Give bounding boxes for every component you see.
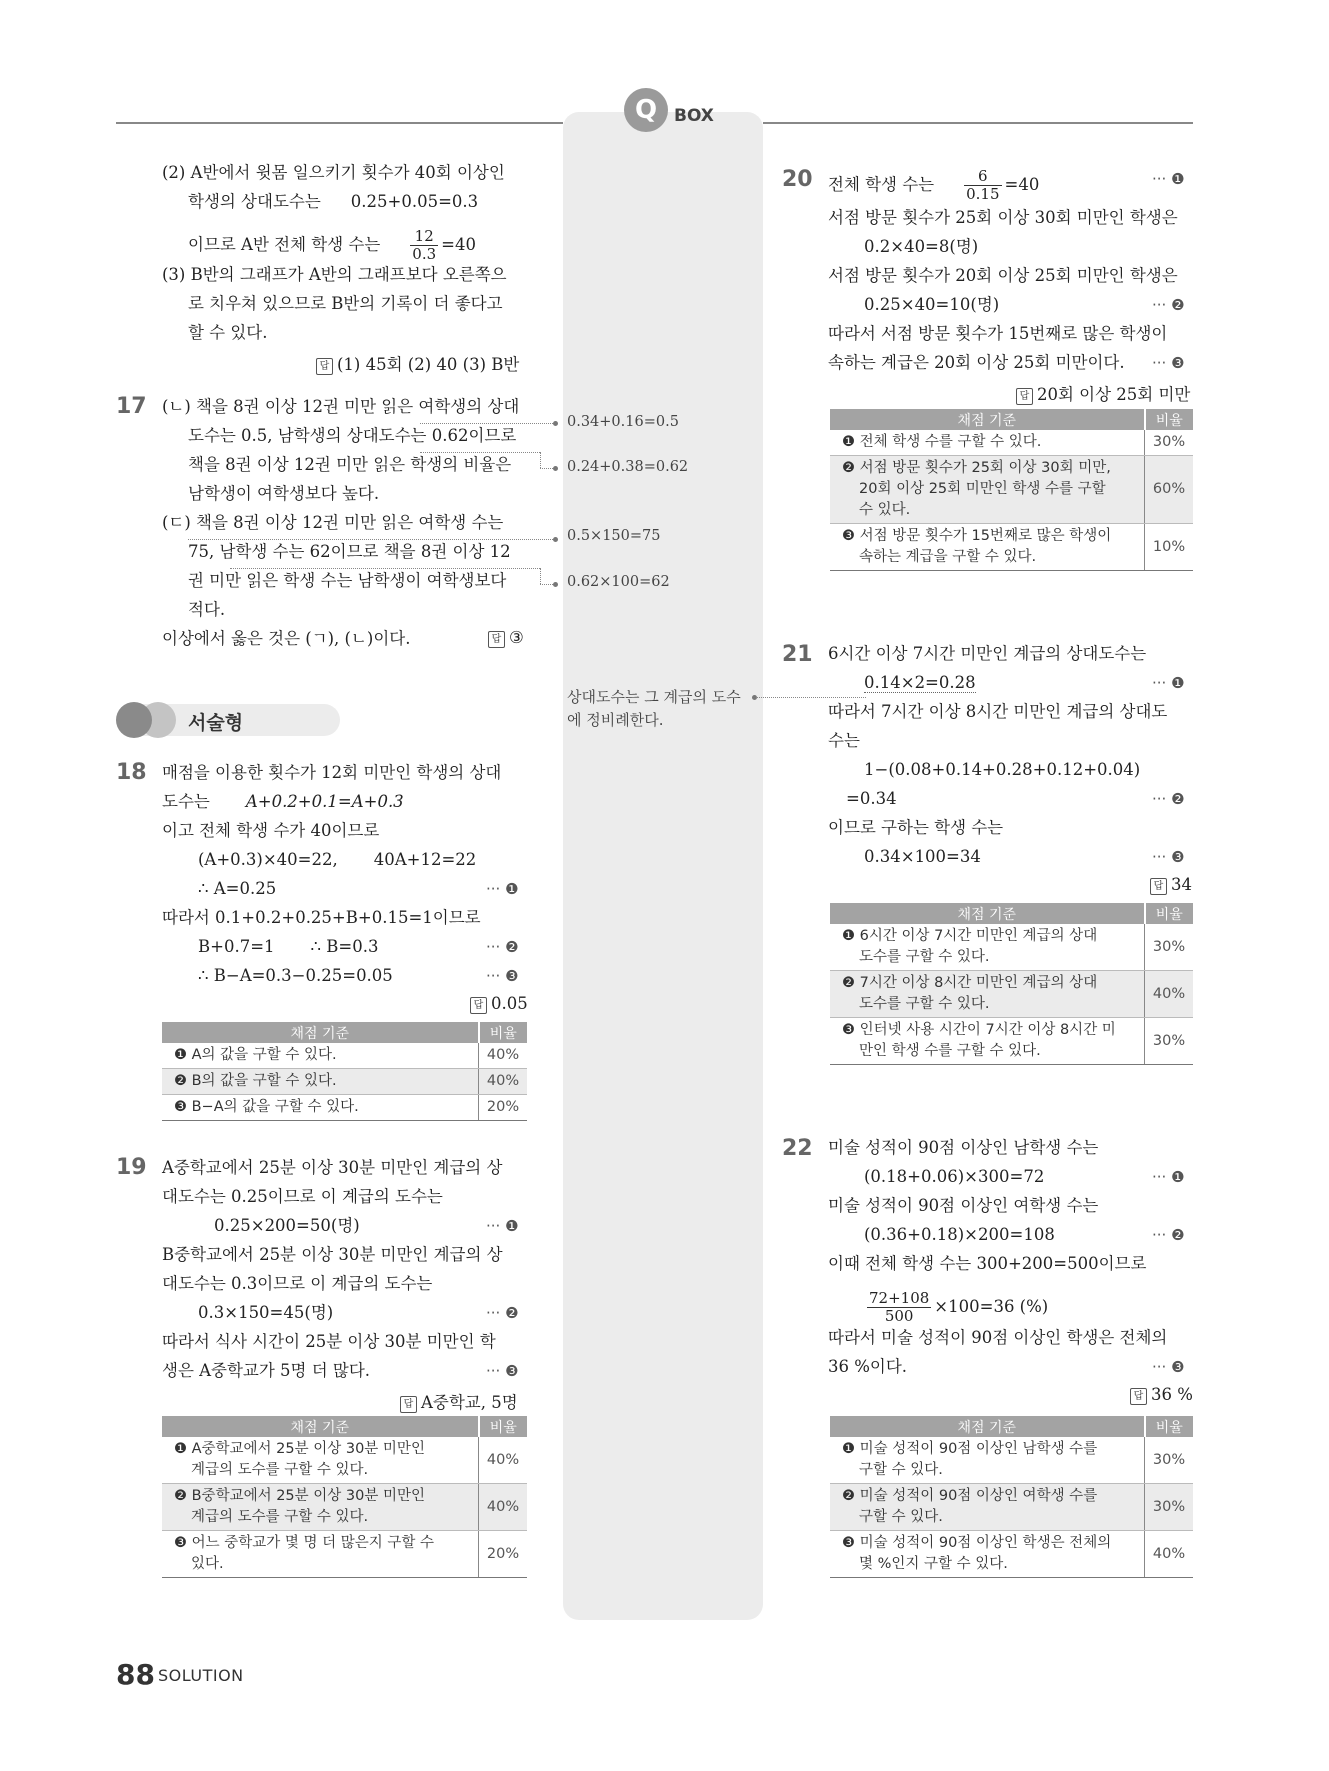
table-header: 채점 기준 xyxy=(162,1416,479,1437)
qbox-note: 상대도수는 그 계급의 도수 에 정비례한다. xyxy=(567,688,741,729)
answer-line: 답 36 % xyxy=(1130,1385,1193,1405)
p17-line: 도수는 0.5, 남학생의 상대도수는 0.62이므로 xyxy=(188,426,517,445)
step-marker: ··· ❷ xyxy=(1152,296,1185,314)
answer-icon: 답 xyxy=(1130,1388,1147,1405)
p22-line: 따라서 미술 성적이 90점 이상인 학생은 전체의 xyxy=(828,1328,1168,1347)
step-marker: ··· ❶ xyxy=(486,1217,519,1235)
p16-line: 학생의 상대도수는 0.25+0.05=0.3 xyxy=(188,192,479,211)
p19-line: B중학교에서 25분 이상 30분 미만인 계급의 상 xyxy=(162,1245,503,1264)
table-row: ❷ 서점 방문 횟수가 25회 이상 30회 미만, 20회 이상 25회 미만인 학생 수를 구할 수 있다. 60% xyxy=(830,456,1193,524)
p22-line: 이때 전체 학생 수는 300+200=500이므로 xyxy=(828,1254,1147,1273)
step-marker: ··· ❸ xyxy=(1152,354,1185,372)
connector-line xyxy=(756,697,866,698)
p20-line: 0.2×40=8(명) xyxy=(864,237,979,256)
answer-line: 답 ③ xyxy=(488,628,524,648)
p21-line: =0.34 xyxy=(846,789,897,808)
connector-dot xyxy=(553,582,558,587)
answer-icon: 답 xyxy=(400,1396,417,1413)
p16-line: (2) A반에서 윗몸 일으키기 횟수가 40회 이상인 xyxy=(162,163,505,182)
p18-line: (A+0.3)×40=22, 40A+12=22 xyxy=(198,850,477,869)
p17-line: 이상에서 옳은 것은 (ㄱ), (ㄴ)이다. xyxy=(162,629,411,648)
table-header: 비율 xyxy=(1145,903,1194,924)
p16-line: (3) B반의 그래프가 A반의 그래프보다 오른쪽으 xyxy=(162,265,507,284)
p21-line: 0.14×2=0.28 xyxy=(864,673,976,692)
p19-line: 0.3×150=45(명) xyxy=(198,1303,334,1322)
answer-line: 답 (1) 45회 (2) 40 (3) B반 xyxy=(316,351,519,375)
p19-line: 대도수는 0.25이므로 이 계급의 도수는 xyxy=(162,1187,443,1206)
qbox-note: 0.62×100=62 xyxy=(567,574,670,590)
p18-line: B+0.7=1 ∴ B=0.3 xyxy=(198,937,379,956)
p16-line: 할 수 있다. xyxy=(188,323,268,342)
step-marker: ··· ❷ xyxy=(486,1304,519,1322)
table-row: ❷ B의 값을 구할 수 있다. 40% xyxy=(162,1069,527,1095)
p19-line: A중학교에서 25분 이상 30분 미만인 계급의 상 xyxy=(162,1158,503,1177)
p20-line: 따라서 서점 방문 횟수가 15번째로 많은 학생이 xyxy=(828,324,1168,343)
grading-table xyxy=(830,903,1193,1065)
p18-line: ∴ B−A=0.3−0.25=0.05 xyxy=(198,966,393,985)
p19-line: 생은 A중학교가 5명 더 많다. xyxy=(162,1361,371,1380)
step-marker: ··· ❶ xyxy=(1152,170,1185,188)
problem-number: 21 xyxy=(782,642,813,667)
p18-line: 도수는 A+0.2+0.1=A+0.3 xyxy=(162,792,404,811)
p22-line: $\frac{72+108}{500}$ ×100=36 (%) xyxy=(869,1289,1049,1325)
table-row: ❸ 서점 방문 횟수가 15번째로 많은 학생이 속하는 계급을 구할 수 있다. 10% xyxy=(830,524,1193,571)
table-row: ❶ 미술 성적이 90점 이상인 남학생 수를 구할 수 있다. 30% xyxy=(830,1437,1193,1484)
p18-line: 따라서 0.1+0.2+0.25+B+0.15=1이므로 xyxy=(162,908,481,927)
p21-line: 6시간 이상 7시간 미만인 계급의 상대도수는 xyxy=(828,644,1147,663)
table-row: ❷ 미술 성적이 90점 이상인 여학생 수를 구할 수 있다. 30% xyxy=(830,1484,1193,1531)
table-row: ❷ B중학교에서 25분 이상 30분 미만인 계급의 도수를 구할 수 있다. 40% xyxy=(162,1484,527,1531)
table-header: 비율 xyxy=(1145,409,1194,430)
table-header: 채점 기준 xyxy=(830,903,1145,924)
p21-line: 이므로 구하는 학생 수는 xyxy=(828,818,1004,837)
answer-icon: 답 xyxy=(316,358,333,375)
problem-number: 17 xyxy=(116,394,147,419)
p21-line: 수는 xyxy=(828,731,860,750)
connector-line xyxy=(540,568,541,584)
table-header: 채점 기준 xyxy=(830,409,1145,430)
section-icon xyxy=(116,702,152,738)
fraction: $\frac{6}{0.15}$ xyxy=(966,167,1000,203)
p16-line: 로 치우쳐 있으므로 B반의 기록이 더 좋다고 xyxy=(188,294,503,313)
section-title: 서술형 xyxy=(188,712,244,734)
step-marker: ··· ❸ xyxy=(486,967,519,985)
step-marker: ··· ❸ xyxy=(1152,1358,1185,1376)
qbox-column xyxy=(563,112,763,1620)
p19-line: 0.25×200=50(명) xyxy=(214,1216,360,1235)
connector-line xyxy=(420,423,555,424)
fraction: $\frac{12}{0.3}$ xyxy=(412,227,437,263)
p20-line: 서점 방문 횟수가 25회 이상 30회 미만인 학생은 xyxy=(828,208,1178,227)
connector-line xyxy=(230,568,540,569)
p18-line: 이고 전체 학생 수가 40이므로 xyxy=(162,821,380,840)
p16-line: 이므로 A반 전체 학생 수는 $\frac{12}{0.3}$ =40 xyxy=(188,227,476,263)
problem-number: 19 xyxy=(116,1155,147,1180)
p22-line: 미술 성적이 90점 이상인 남학생 수는 xyxy=(828,1138,1099,1157)
step-marker: ··· ❷ xyxy=(486,938,519,956)
connector-line xyxy=(420,452,540,453)
qbox-note: 0.34+0.16=0.5 xyxy=(567,414,679,430)
p17-line: 75, 남학생 수는 62이므로 책을 8권 이상 12 xyxy=(188,542,511,561)
table-header: 채점 기준 xyxy=(830,1416,1145,1437)
p17-line: 적다. xyxy=(188,600,226,619)
table-row: ❶ 6시간 이상 7시간 미만인 계급의 상대 도수를 구할 수 있다. 30% xyxy=(830,924,1193,971)
problem-number: 18 xyxy=(116,760,147,785)
table-header: 비율 xyxy=(479,1416,528,1437)
answer-line: 답 A중학교, 5명 xyxy=(400,1389,518,1413)
answer-icon: 답 xyxy=(1150,878,1167,895)
table-row: ❶ A중학교에서 25분 이상 30분 미만인 계급의 도수를 구할 수 있다. 40% xyxy=(162,1437,527,1484)
grading-table xyxy=(162,1022,527,1121)
step-marker: ··· ❶ xyxy=(1152,1168,1185,1186)
table-row: ❷ 7시간 이상 8시간 미만인 계급의 상대 도수를 구할 수 있다. 40% xyxy=(830,971,1193,1018)
p22-line: 미술 성적이 90점 이상인 여학생 수는 xyxy=(828,1196,1099,1215)
p19-line: 따라서 식사 시간이 25분 이상 30분 미만인 학 xyxy=(162,1332,496,1351)
problem-number: 22 xyxy=(782,1136,813,1161)
qbox-label: BOX xyxy=(674,106,714,126)
table-row: ❸ 인터넷 사용 시간이 7시간 이상 8시간 미 만인 학생 수를 구할 수 있다. 30% xyxy=(830,1018,1193,1065)
p21-line: 1−(0.08+0.14+0.28+0.12+0.04) xyxy=(864,760,1141,779)
connector-line xyxy=(188,539,555,540)
step-marker: ··· ❶ xyxy=(1152,674,1185,692)
connector-line xyxy=(540,452,541,468)
answer-icon: 답 xyxy=(1016,388,1033,405)
step-marker: ··· ❷ xyxy=(1152,1226,1185,1244)
step-marker: ··· ❸ xyxy=(486,1362,519,1380)
p20-line: 전체 학생 수는 $\frac{6}{0.15}$ =40 xyxy=(828,167,1040,203)
p19-line: 대도수는 0.3이므로 이 계급의 도수는 xyxy=(162,1274,433,1293)
connector-dot xyxy=(553,466,558,471)
page-number: 88 xyxy=(116,1658,155,1691)
table-header: 비율 xyxy=(1145,1416,1194,1437)
p17-line: (ㄴ) 책을 8권 이상 12권 미만 읽은 여학생의 상대 xyxy=(162,397,520,416)
p17-line: 남학생이 여학생보다 높다. xyxy=(188,484,380,503)
answer-line: 답 0.05 xyxy=(470,994,528,1014)
qbox-note: 0.5×150=75 xyxy=(567,528,661,544)
p17-line: (ㄷ) 책을 8권 이상 12권 미만 읽은 여학생 수는 xyxy=(162,513,504,532)
connector-dot xyxy=(553,537,558,542)
step-marker: ··· ❶ xyxy=(486,880,519,898)
p18-line: 매점을 이용한 횟수가 12회 미만인 학생의 상대 xyxy=(162,763,502,782)
qbox-note: 0.24+0.38=0.62 xyxy=(567,459,689,475)
p20-line: 서점 방문 횟수가 20회 이상 25회 미만인 학생은 xyxy=(828,266,1178,285)
answer-line: 답 20회 이상 25회 미만 xyxy=(1016,381,1190,405)
p22-line: (0.36+0.18)×200=108 xyxy=(864,1225,1055,1244)
header-rule-left xyxy=(116,122,563,124)
p22-line: (0.18+0.06)×300=72 xyxy=(864,1167,1045,1186)
answer-icon: 답 xyxy=(470,997,487,1014)
table-header: 비율 xyxy=(479,1022,528,1043)
p21-line: 따라서 7시간 이상 8시간 미만인 계급의 상대도 xyxy=(828,702,1168,721)
q-logo-icon: Q xyxy=(624,88,668,132)
p17-line: 책을 8권 이상 12권 미만 읽은 학생의 비율은 xyxy=(188,455,512,474)
grading-table xyxy=(830,409,1193,571)
table-row: ❸ 어느 중학교가 몇 명 더 많은지 구할 수 있다. 20% xyxy=(162,1531,527,1578)
table-row: ❶ 전체 학생 수를 구할 수 있다. 30% xyxy=(830,430,1193,456)
table-row: ❶ A의 값을 구할 수 있다. 40% xyxy=(162,1043,527,1069)
answer-icon: 답 xyxy=(488,631,505,648)
p21-line: 0.34×100=34 xyxy=(864,847,981,866)
p22-line: 36 %이다. xyxy=(828,1357,908,1376)
step-marker: ··· ❸ xyxy=(1152,848,1185,866)
p20-line: 속하는 계급은 20회 이상 25회 미만이다. xyxy=(828,353,1125,372)
problem-number: 20 xyxy=(782,167,813,192)
table-row: ❸ B−A의 값을 구할 수 있다. 20% xyxy=(162,1095,527,1121)
connector-dot xyxy=(553,421,558,426)
grading-table xyxy=(830,1416,1193,1578)
p17-line: 권 미만 읽은 학생 수는 남학생이 여학생보다 xyxy=(188,571,507,590)
header-rule-right xyxy=(763,122,1193,124)
step-marker: ··· ❷ xyxy=(1152,790,1185,808)
grading-table xyxy=(162,1416,527,1578)
answer-line: 답 34 xyxy=(1150,875,1192,895)
footer-label: SOLUTION xyxy=(158,1666,244,1685)
table-header: 채점 기준 xyxy=(162,1022,479,1043)
p18-line: ∴ A=0.25 xyxy=(198,879,277,898)
fraction: $\frac{72+108}{500}$ xyxy=(869,1289,930,1325)
p20-line: 0.25×40=10(명) xyxy=(864,295,1000,314)
table-row: ❸ 미술 성적이 90점 이상인 학생은 전체의 몇 %인지 구할 수 있다. 40% xyxy=(830,1531,1193,1578)
